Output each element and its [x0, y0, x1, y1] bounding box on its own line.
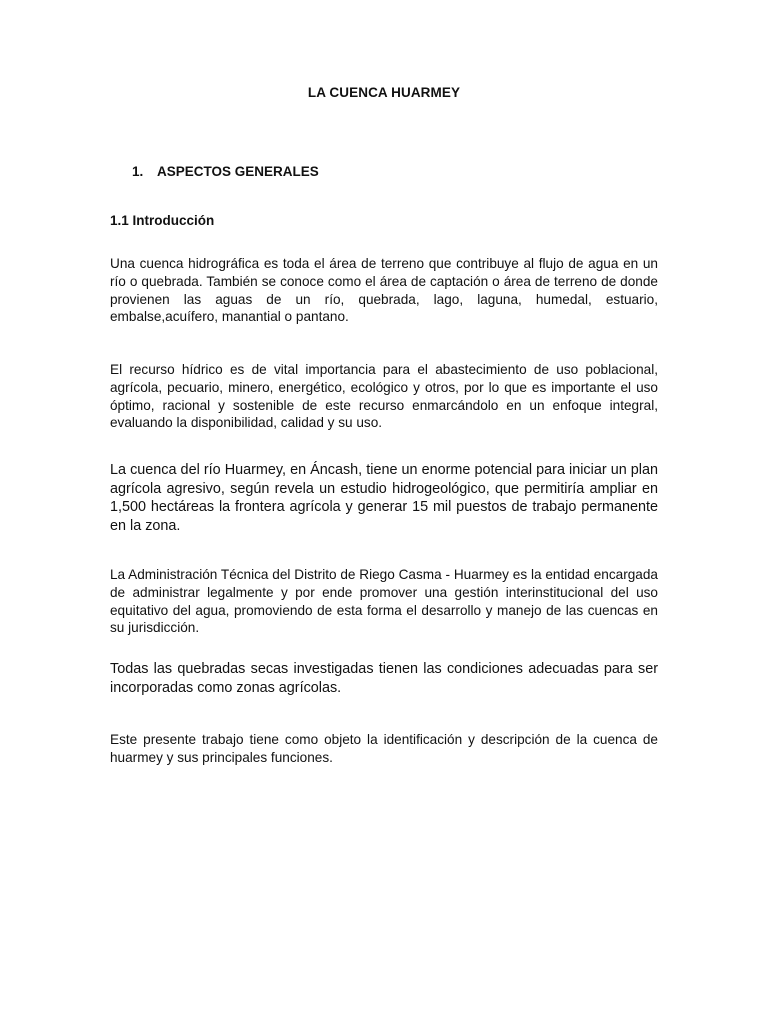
paragraph-recurso-hidrico: El recurso hídrico es de vital importancia para el abastecimiento de uso poblacional, agrícola, pecuario, minero, energético, ecológico y otros, por lo que es importante el uso óptimo, racional y sostenible de este recurso enmarcándolo en un enfoque integral, evaluando la disponibilidad, calidad y su uso. [110, 362, 658, 431]
paragraph-objeto-trabajo: Este presente trabajo tiene como objeto la identificación y descripción de la cuenca de huarmey y sus principales funciones. [110, 732, 658, 765]
section-title: ASPECTOS GENERALES [157, 164, 319, 179]
paragraph-cuenca-definition: Una cuenca hidrográfica es toda el área de terreno que contribuye al flujo de agua en un río o quebrada. También se conoce como el área de captación o área de terreno de donde provienen las aguas de un río, quebrada, lago, laguna, humedal, estuario, embalse,acuífero, manantial o pantano. [110, 256, 658, 325]
subsection-heading: 1.1 Introducción [110, 213, 215, 228]
document-title: LA CUENCA HUARMEY [307, 85, 461, 100]
section-heading [132, 164, 319, 179]
paragraph-potencial-agricola: La cuenca del río Huarmey, en Áncash, tiene un enorme potencial para iniciar un plan agrícola agresivo, según revela un estudio hidrogeológico, que permitiría ampliar en 1,500 hectáreas la frontera agrícola y generar 15 mil puestos de trabajo permanente en la zona. [110, 462, 658, 534]
paragraph-administracion-tecnica: La Administración Técnica del Distrito de Riego Casma - Huarmey es la entidad encargada de administrar legalmente y por ende promover una gestión interinstitucional del uso equitativo del agua, promoviendo de esta forma el desarrollo y manejo de las cuencas en su jurisdicción. [110, 567, 658, 636]
section-number: 1. [132, 164, 144, 179]
paragraph-quebradas-secas: Todas las quebradas secas investigadas tienen las condiciones adecuadas para ser incorporadas como zonas agrícolas. [110, 661, 658, 696]
